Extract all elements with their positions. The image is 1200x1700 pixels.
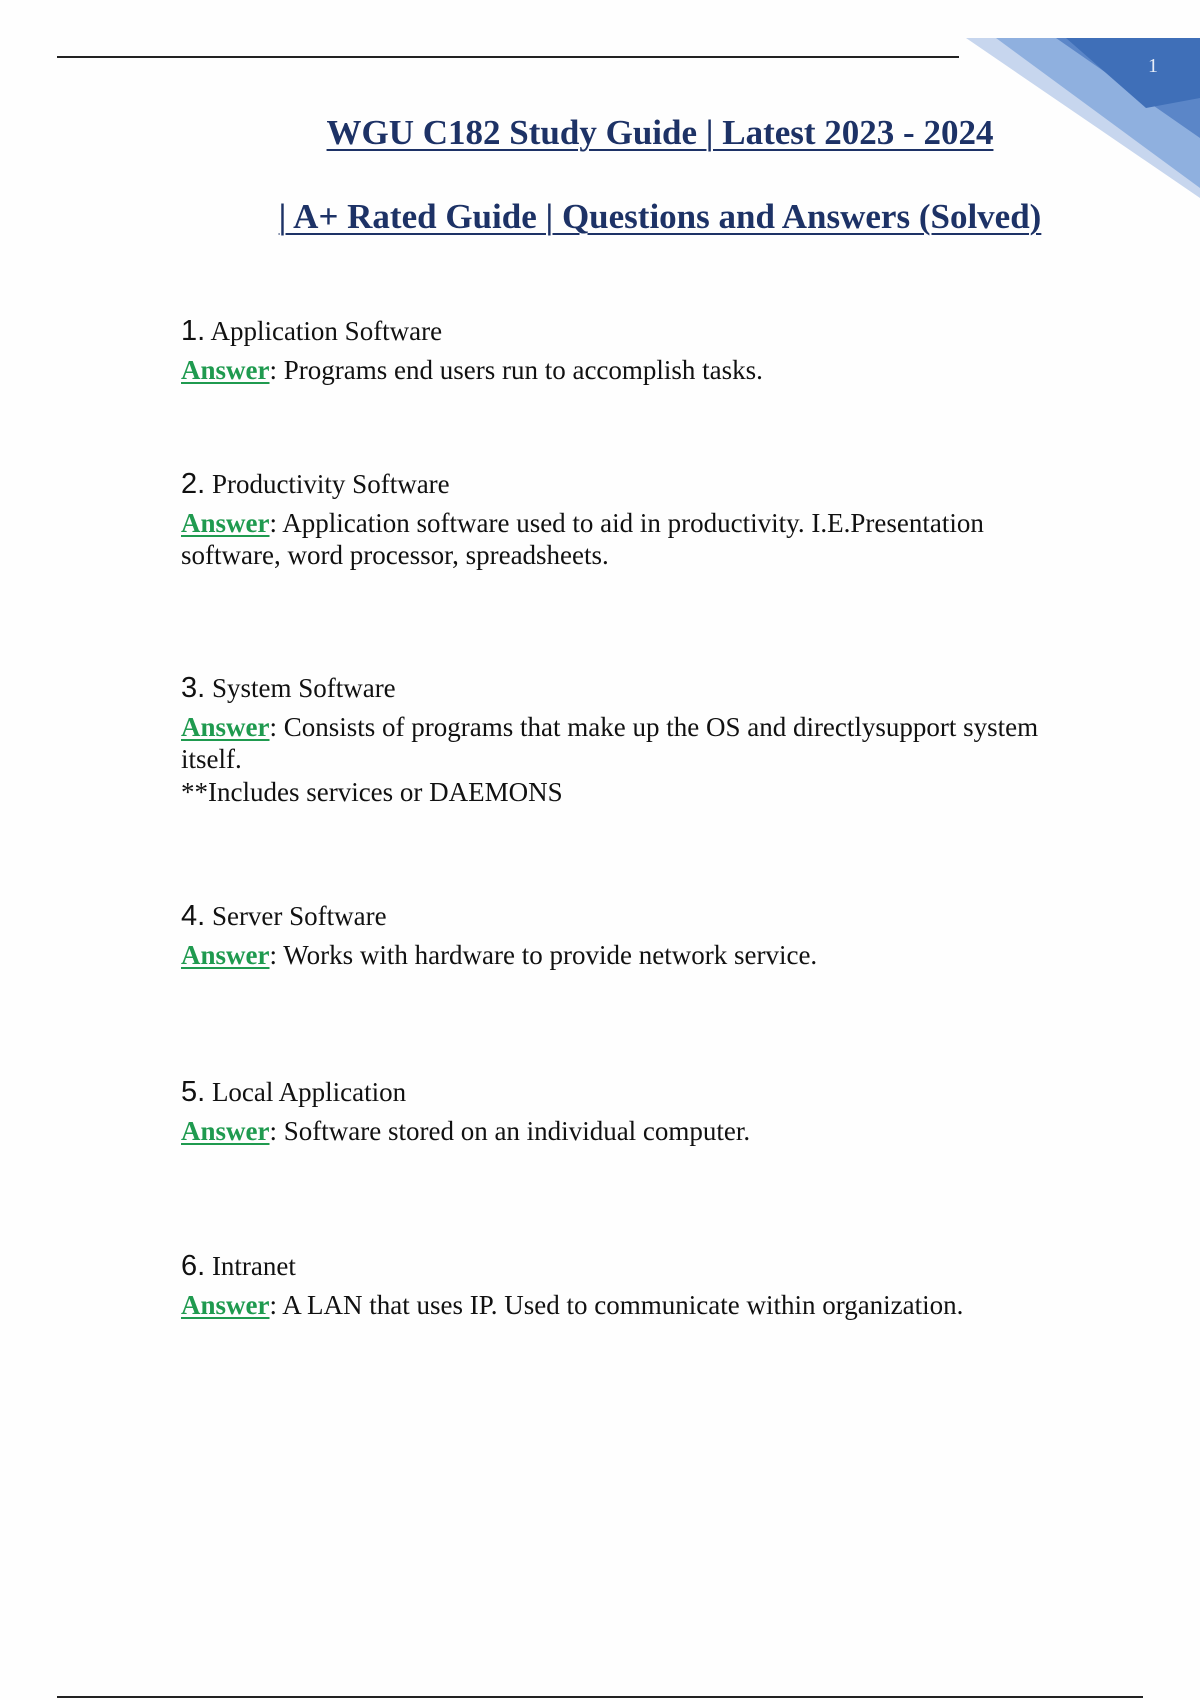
question [181, 1075, 1081, 1109]
question-number: 3. [181, 672, 206, 704]
question-term: System Software [211, 673, 396, 703]
answer [181, 1115, 1081, 1147]
page-number: 1 [1148, 55, 1158, 77]
question-term: Productivity Software [211, 469, 450, 499]
answer [181, 1289, 1081, 1321]
qa-item [181, 467, 1081, 571]
answer-label: Answer [181, 355, 270, 385]
answer-note: **Includes services or DAEMONS [181, 777, 563, 807]
question-number: 2. [181, 468, 206, 500]
question-term: Server Software [211, 901, 387, 931]
question-number: 5. [181, 1076, 206, 1108]
answer-text: : Consists of programs that make up the OS and directlysupport system itself. [181, 712, 1039, 774]
qa-item [181, 1249, 1081, 1321]
qa-item [181, 899, 1081, 971]
answer [181, 507, 1081, 571]
question [181, 899, 1081, 933]
document-title-line-2: | A+ Rated Guide | Questions and Answers (Solved) [278, 197, 1042, 236]
answer-text: : Software stored on an individual computer. [269, 1116, 751, 1146]
question-number: 6. [181, 1250, 206, 1282]
answer-label: Answer [181, 508, 270, 538]
answer [181, 711, 1081, 775]
question [181, 1249, 1081, 1283]
answer-label: Answer [181, 712, 270, 742]
qa-item [181, 671, 1081, 809]
question-term: Local Application [211, 1077, 407, 1107]
question-term: Intranet [211, 1251, 296, 1281]
question-term: Application Software [210, 316, 443, 346]
question [181, 671, 1081, 705]
answer-text: : Works with hardware to provide network service. [269, 940, 818, 970]
answer-label: Answer [181, 940, 270, 970]
question [181, 314, 1081, 348]
answer-label: Answer [181, 1116, 270, 1146]
footer-rule [57, 1696, 1143, 1698]
question-number: 1. [181, 315, 206, 347]
answer-text: : A LAN that uses IP. Used to communicate within organization. [269, 1290, 964, 1320]
answer [181, 939, 1081, 971]
answer-label: Answer [181, 1290, 270, 1320]
header-rule [57, 56, 959, 58]
qa-item [181, 1075, 1081, 1147]
document-title-line-1: WGU C182 Study Guide | Latest 2023 - 2024 [326, 113, 994, 152]
answer [181, 354, 1081, 386]
question-number: 4. [181, 900, 206, 932]
answer-text: : Programs end users run to accomplish tasks. [269, 355, 763, 385]
qa-item [181, 314, 1081, 386]
question [181, 467, 1081, 501]
answer-text: : Application software used to aid in productivity. I.E.Presentation software, word processor, spreadsheets. [181, 508, 984, 570]
